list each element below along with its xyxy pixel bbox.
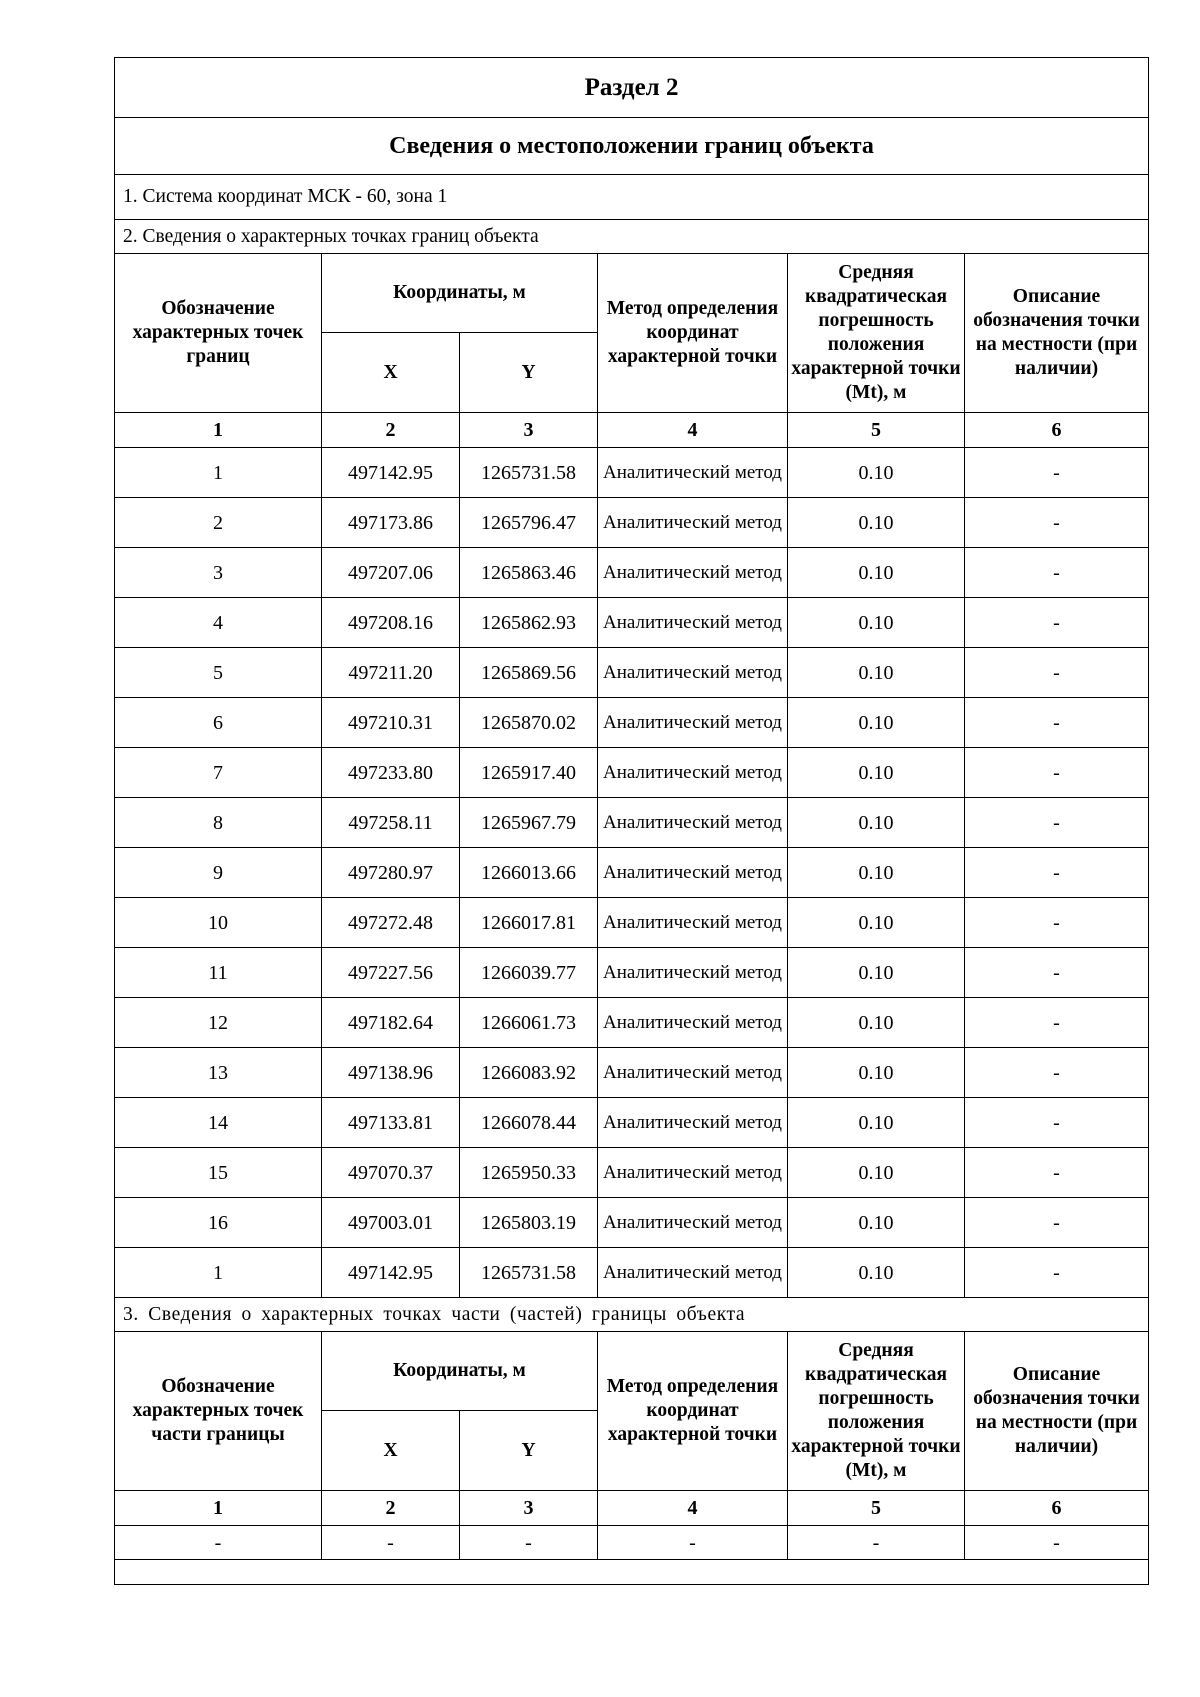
table-row xyxy=(115,548,1149,598)
point-id-cell: 4 xyxy=(115,598,322,648)
method-cell: Аналитический метод xyxy=(598,998,788,1048)
header-designation: Обозначение характерных точек границ xyxy=(115,254,322,413)
table-row xyxy=(115,498,1149,548)
table-row xyxy=(115,748,1149,798)
y-coordinate-cell: 1265731.58 xyxy=(460,448,598,498)
table-row xyxy=(115,1526,1149,1560)
description-cell: - xyxy=(965,798,1149,848)
x-coordinate-cell: 497272.48 xyxy=(322,898,460,948)
error-cell: 0.10 xyxy=(788,448,965,498)
column-numbers-row xyxy=(115,413,1149,448)
method-cell: Аналитический метод xyxy=(598,698,788,748)
point-id-cell: 6 xyxy=(115,698,322,748)
point-id-cell: - xyxy=(115,1526,322,1560)
table-row xyxy=(115,898,1149,948)
error-cell: 0.10 xyxy=(788,698,965,748)
method-cell: Аналитический метод xyxy=(598,598,788,648)
coordinate-system-line: 1. Система координат МСК - 60, зона 1 xyxy=(115,175,1149,220)
section-table xyxy=(114,57,1149,1585)
point-id-cell: 16 xyxy=(115,1198,322,1248)
x-coordinate-cell: 497208.16 xyxy=(322,598,460,648)
x-coordinate-cell: 497258.11 xyxy=(322,798,460,848)
header-coordinates-part: Координаты, м xyxy=(322,1332,598,1411)
points-heading: 2. Сведения о характерных точках границ объекта xyxy=(115,220,1149,254)
column-number-2: 2 xyxy=(322,413,460,448)
error-cell: 0.10 xyxy=(788,1098,965,1148)
column-number-6: 6 xyxy=(965,1491,1149,1526)
x-coordinate-cell: 497133.81 xyxy=(322,1098,460,1148)
error-cell: 0.10 xyxy=(788,748,965,798)
method-cell: Аналитический метод xyxy=(598,898,788,948)
x-coordinate-cell: 497182.64 xyxy=(322,998,460,1048)
column-number-5: 5 xyxy=(788,1491,965,1526)
header-designation-part: Обозначение характерных точек части границы xyxy=(115,1332,322,1491)
header-coordinates: Координаты, м xyxy=(322,254,598,333)
header-error-part: Средняя квадратическая погрешность положения характерной точки (Mt), м xyxy=(788,1332,965,1491)
column-number-4: 4 xyxy=(598,1491,788,1526)
method-cell: Аналитический метод xyxy=(598,948,788,998)
column-numbers-row xyxy=(115,1491,1149,1526)
y-coordinate-cell: 1265869.56 xyxy=(460,648,598,698)
header-method: Метод определения координат характерной точки xyxy=(598,254,788,413)
x-coordinate-cell: - xyxy=(322,1526,460,1560)
point-id-cell: 1 xyxy=(115,448,322,498)
y-coordinate-cell: 1265870.02 xyxy=(460,698,598,748)
y-coordinate-cell: 1266078.44 xyxy=(460,1098,598,1148)
header-description-part: Описание обозначения точки на местности (при наличии) xyxy=(965,1332,1149,1491)
column-number-3: 3 xyxy=(460,413,598,448)
error-cell: 0.10 xyxy=(788,548,965,598)
y-coordinate-cell: 1266013.66 xyxy=(460,848,598,898)
method-cell: Аналитический метод xyxy=(598,448,788,498)
y-coordinate-cell: 1265967.79 xyxy=(460,798,598,848)
x-coordinate-cell: 497210.31 xyxy=(322,698,460,748)
point-id-cell: 8 xyxy=(115,798,322,848)
y-coordinate-cell: 1266039.77 xyxy=(460,948,598,998)
error-cell: 0.10 xyxy=(788,1198,965,1248)
y-coordinate-cell: 1265803.19 xyxy=(460,1198,598,1248)
table-row xyxy=(115,698,1149,748)
point-id-cell: 9 xyxy=(115,848,322,898)
x-coordinate-cell: 497173.86 xyxy=(322,498,460,548)
column-number-1: 1 xyxy=(115,1491,322,1526)
description-cell: - xyxy=(965,1148,1149,1198)
column-number-5: 5 xyxy=(788,413,965,448)
table-row xyxy=(115,1048,1149,1098)
table-row xyxy=(115,648,1149,698)
x-coordinate-cell: 497227.56 xyxy=(322,948,460,998)
header-y: Y xyxy=(460,333,598,413)
point-id-cell: 14 xyxy=(115,1098,322,1148)
method-cell: Аналитический метод xyxy=(598,1098,788,1148)
table2-header-row xyxy=(115,1332,1149,1411)
table-row xyxy=(115,948,1149,998)
y-coordinate-cell: 1265917.40 xyxy=(460,748,598,798)
section-title: Раздел 2 xyxy=(115,58,1149,118)
method-cell: - xyxy=(598,1526,788,1560)
document-sheet xyxy=(114,57,1148,1585)
x-coordinate-cell: 497207.06 xyxy=(322,548,460,598)
x-coordinate-cell: 497280.97 xyxy=(322,848,460,898)
error-cell: 0.10 xyxy=(788,1248,965,1298)
description-cell: - xyxy=(965,1048,1149,1098)
point-id-cell: 2 xyxy=(115,498,322,548)
description-cell: - xyxy=(965,948,1149,998)
x-coordinate-cell: 497142.95 xyxy=(322,1248,460,1298)
y-coordinate-cell: - xyxy=(460,1526,598,1560)
y-coordinate-cell: 1265950.33 xyxy=(460,1148,598,1198)
description-cell: - xyxy=(965,1198,1149,1248)
description-cell: - xyxy=(965,648,1149,698)
table-row xyxy=(115,598,1149,648)
column-number-4: 4 xyxy=(598,413,788,448)
table-row xyxy=(115,1098,1149,1148)
method-cell: Аналитический метод xyxy=(598,1248,788,1298)
column-number-1: 1 xyxy=(115,413,322,448)
error-cell: 0.10 xyxy=(788,998,965,1048)
description-cell: - xyxy=(965,498,1149,548)
error-cell: 0.10 xyxy=(788,648,965,698)
error-cell: 0.10 xyxy=(788,1148,965,1198)
table-row xyxy=(115,798,1149,848)
error-cell: 0.10 xyxy=(788,798,965,848)
description-cell: - xyxy=(965,448,1149,498)
y-coordinate-cell: 1266061.73 xyxy=(460,998,598,1048)
blank-cell xyxy=(115,1560,1149,1585)
header-description: Описание обозначения точки на местности (при наличии) xyxy=(965,254,1149,413)
point-id-cell: 10 xyxy=(115,898,322,948)
method-cell: Аналитический метод xyxy=(598,848,788,898)
parts-heading: 3. Сведения о характерных точках части (частей) границы объекта xyxy=(115,1298,1149,1332)
method-cell: Аналитический метод xyxy=(598,498,788,548)
error-cell: - xyxy=(788,1526,965,1560)
header-x: X xyxy=(322,333,460,413)
header-y-part: Y xyxy=(460,1411,598,1491)
x-coordinate-cell: 497233.80 xyxy=(322,748,460,798)
method-cell: Аналитический метод xyxy=(598,748,788,798)
description-cell: - xyxy=(965,598,1149,648)
table-row xyxy=(115,848,1149,898)
method-cell: Аналитический метод xyxy=(598,1198,788,1248)
error-cell: 0.10 xyxy=(788,498,965,548)
x-coordinate-cell: 497070.37 xyxy=(322,1148,460,1198)
column-number-3: 3 xyxy=(460,1491,598,1526)
error-cell: 0.10 xyxy=(788,948,965,998)
table-row xyxy=(115,1148,1149,1198)
table-row xyxy=(115,1248,1149,1298)
description-cell: - xyxy=(965,848,1149,898)
error-cell: 0.10 xyxy=(788,1048,965,1098)
y-coordinate-cell: 1265731.58 xyxy=(460,1248,598,1298)
column-number-6: 6 xyxy=(965,413,1149,448)
description-cell: - xyxy=(965,748,1149,798)
method-cell: Аналитический метод xyxy=(598,1048,788,1098)
table-row xyxy=(115,998,1149,1048)
point-id-cell: 12 xyxy=(115,998,322,1048)
method-cell: Аналитический метод xyxy=(598,798,788,848)
header-error: Средняя квадратическая погрешность положения характерной точки (Mt), м xyxy=(788,254,965,413)
method-cell: Аналитический метод xyxy=(598,1148,788,1198)
x-coordinate-cell: 497211.20 xyxy=(322,648,460,698)
description-cell: - xyxy=(965,898,1149,948)
description-cell: - xyxy=(965,1248,1149,1298)
error-cell: 0.10 xyxy=(788,848,965,898)
table-row xyxy=(115,448,1149,498)
error-cell: 0.10 xyxy=(788,898,965,948)
error-cell: 0.10 xyxy=(788,598,965,648)
method-cell: Аналитический метод xyxy=(598,548,788,598)
y-coordinate-cell: 1266017.81 xyxy=(460,898,598,948)
y-coordinate-cell: 1265796.47 xyxy=(460,498,598,548)
point-id-cell: 15 xyxy=(115,1148,322,1198)
point-id-cell: 7 xyxy=(115,748,322,798)
description-cell: - xyxy=(965,1526,1149,1560)
description-cell: - xyxy=(965,998,1149,1048)
point-id-cell: 11 xyxy=(115,948,322,998)
description-cell: - xyxy=(965,1098,1149,1148)
point-id-cell: 3 xyxy=(115,548,322,598)
header-x-part: X xyxy=(322,1411,460,1491)
point-id-cell: 5 xyxy=(115,648,322,698)
y-coordinate-cell: 1265862.93 xyxy=(460,598,598,648)
x-coordinate-cell: 497138.96 xyxy=(322,1048,460,1098)
point-id-cell: 13 xyxy=(115,1048,322,1098)
method-cell: Аналитический метод xyxy=(598,648,788,698)
blank-row xyxy=(115,1560,1149,1585)
y-coordinate-cell: 1265863.46 xyxy=(460,548,598,598)
column-number-2: 2 xyxy=(322,1491,460,1526)
description-cell: - xyxy=(965,548,1149,598)
description-cell: - xyxy=(965,698,1149,748)
point-id-cell: 1 xyxy=(115,1248,322,1298)
y-coordinate-cell: 1266083.92 xyxy=(460,1048,598,1098)
x-coordinate-cell: 497142.95 xyxy=(322,448,460,498)
section-subtitle: Сведения о местоположении границ объекта xyxy=(115,118,1149,175)
header-method-part: Метод определения координат характерной точки xyxy=(598,1332,788,1491)
table-row xyxy=(115,1198,1149,1248)
table1-header-row xyxy=(115,254,1149,333)
x-coordinate-cell: 497003.01 xyxy=(322,1198,460,1248)
